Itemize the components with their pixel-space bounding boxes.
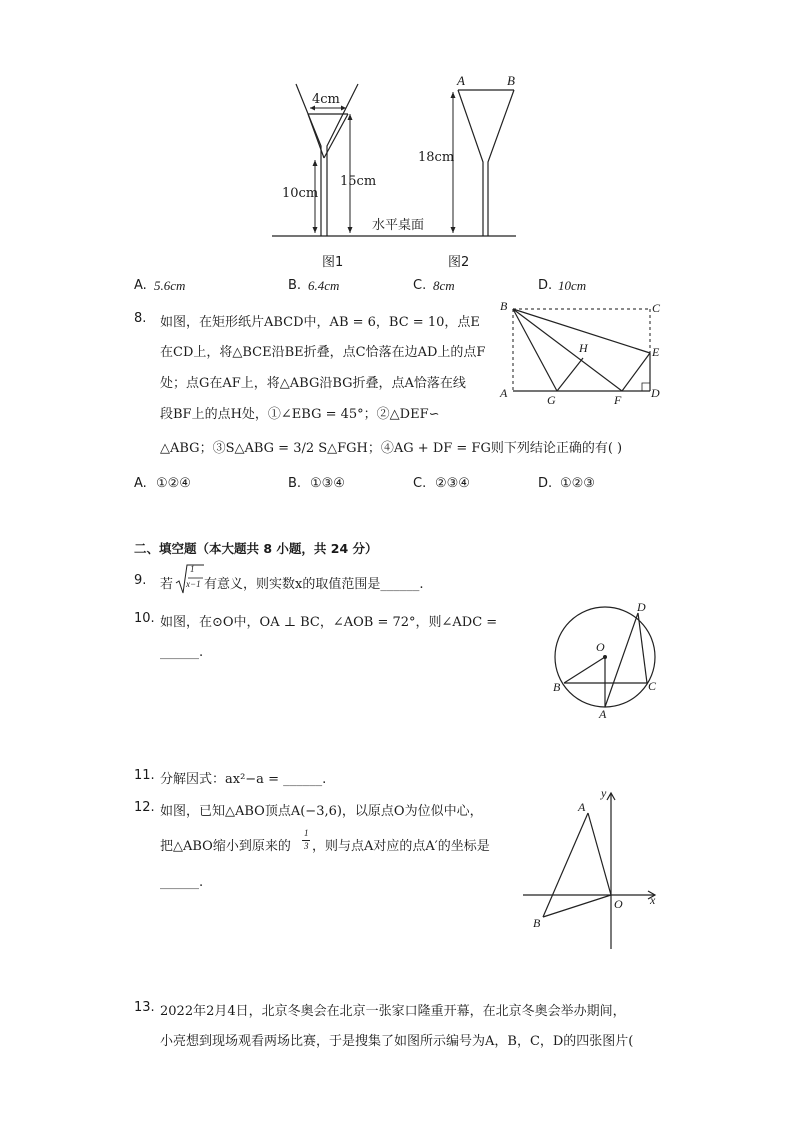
- q12-label-a: A: [578, 800, 586, 814]
- fig1-total-label: 15cm: [340, 174, 377, 189]
- q8-option-c-letter: C.: [413, 476, 427, 491]
- q8-option-b-text: ①③④: [310, 476, 345, 491]
- q13-number: 13.: [134, 1000, 155, 1015]
- q12-label-x: x: [650, 893, 656, 907]
- q7-option-b-letter: B.: [288, 278, 302, 293]
- q9-prefix: 若: [160, 577, 174, 592]
- q8-option-a-letter: A.: [134, 476, 147, 491]
- q8-option-b-letter: B.: [288, 476, 302, 491]
- q8-option-a-text: ①②④: [156, 476, 191, 491]
- cup-figures: [268, 70, 520, 275]
- q8-number: 8.: [134, 311, 147, 326]
- q12-frac-den: 3: [304, 841, 309, 851]
- q11-number: 11.: [134, 768, 155, 783]
- q9-sqrt-numerator: 1: [190, 564, 195, 574]
- q13-line2: 小亮想到现场观看两场比赛，于是搜集了如图所示编号为A，B，C，D的四张图片(: [160, 1034, 634, 1049]
- q10-label-a: A: [599, 707, 607, 721]
- q8-line: 段BF上的点H处，①∠EBG = 45°；②△DEF∽: [160, 407, 440, 422]
- q7-option-a-text: 5.6cm: [154, 278, 186, 293]
- q10-number: 10.: [134, 611, 155, 626]
- q8-label-g: G: [547, 393, 556, 407]
- q9-suffix: 有意义，则实数x的取值范围是______.: [204, 577, 424, 592]
- q8-label-h: H: [579, 341, 588, 355]
- q7-option-d-letter: D.: [538, 278, 553, 293]
- q8-label-e: E: [652, 345, 660, 359]
- q12-line2-pre: 把△ABO缩小到原来的: [160, 839, 291, 854]
- q7-option-d-text: 10cm: [558, 278, 587, 293]
- section-heading: 二、填空题（本大题共 8 小题，共 24 分）: [134, 541, 378, 556]
- q8-label-d: D: [651, 386, 660, 400]
- q12-label-y: y: [601, 786, 607, 800]
- q12-line3: ______.: [160, 875, 204, 890]
- q8-line: 在CD上，将△BCE沿BE折叠，点C恰落在边AD上的点F: [160, 345, 486, 360]
- fig2-point-a: A: [457, 73, 465, 88]
- q12-line1: 如图，已知△ABO顶点A(−3,6)，以原点O为位似中心，: [160, 804, 483, 819]
- fig2-point-b: B: [507, 73, 515, 88]
- fig1-stem-label: 10cm: [282, 186, 319, 201]
- fig2-caption: 图2: [448, 255, 470, 270]
- table-label: 水平桌面: [372, 218, 425, 233]
- q8-label-b: B: [500, 299, 508, 313]
- q8-label-c: C: [652, 301, 661, 315]
- q12-frac-num: 1: [304, 828, 309, 838]
- q9-number: 9.: [134, 573, 147, 588]
- q10-label-d: D: [637, 600, 646, 614]
- q10-label-c: C: [648, 679, 657, 693]
- q8-line: 如图，在矩形纸片ABCD中，AB = 6，BC = 10，点E: [160, 315, 480, 330]
- q8-option-d-text: ①②③: [560, 476, 595, 491]
- fig1-caption: 图1: [322, 255, 344, 270]
- q7-option-c-letter: C.: [413, 278, 427, 293]
- q7-option-b-text: 6.4cm: [308, 278, 340, 293]
- q10-circle-figure: [550, 600, 665, 715]
- q12-label-o: O: [614, 897, 623, 911]
- q12-number: 12.: [134, 800, 155, 815]
- q10-line1: 如图，在⊙O中，OA ⊥ BC，∠AOB = 72°，则∠ADC =: [160, 615, 498, 630]
- q8-line: 处；点G在AF上，将△ABG沿BG折叠，点A恰落在线: [160, 376, 466, 391]
- q13-line1: 2022年2月4日，北京冬奥会在北京一张家口隆重开幕，在北京冬奥会举办期间，: [160, 1004, 626, 1019]
- fig2-height-label: 18cm: [418, 150, 455, 165]
- q9-sqrt-denominator: x−1: [186, 579, 201, 589]
- q11-text: 分解因式：ax²−a = ______.: [160, 772, 327, 787]
- q8-last-line: △ABG；③S△ABG = 3/2 S△FGH；④AG + DF = FG则下列结论正确的有( ): [160, 441, 623, 456]
- q10-label-o: O: [596, 640, 605, 654]
- q10-line2: ______.: [160, 645, 204, 660]
- q8-option-d-letter: D.: [538, 476, 553, 491]
- fig1-width-label: 4cm: [312, 92, 340, 107]
- q12-line2-post: ，则与点A对应的点A′的坐标是: [312, 839, 490, 854]
- q7-option-c-text: 8cm: [433, 278, 455, 293]
- q7-option-a-letter: A.: [134, 278, 147, 293]
- q10-label-b: B: [553, 680, 561, 694]
- q8-label-f: F: [614, 393, 622, 407]
- q8-option-c-text: ②③④: [435, 476, 470, 491]
- q12-label-b: B: [533, 916, 541, 930]
- q8-label-a: A: [500, 386, 508, 400]
